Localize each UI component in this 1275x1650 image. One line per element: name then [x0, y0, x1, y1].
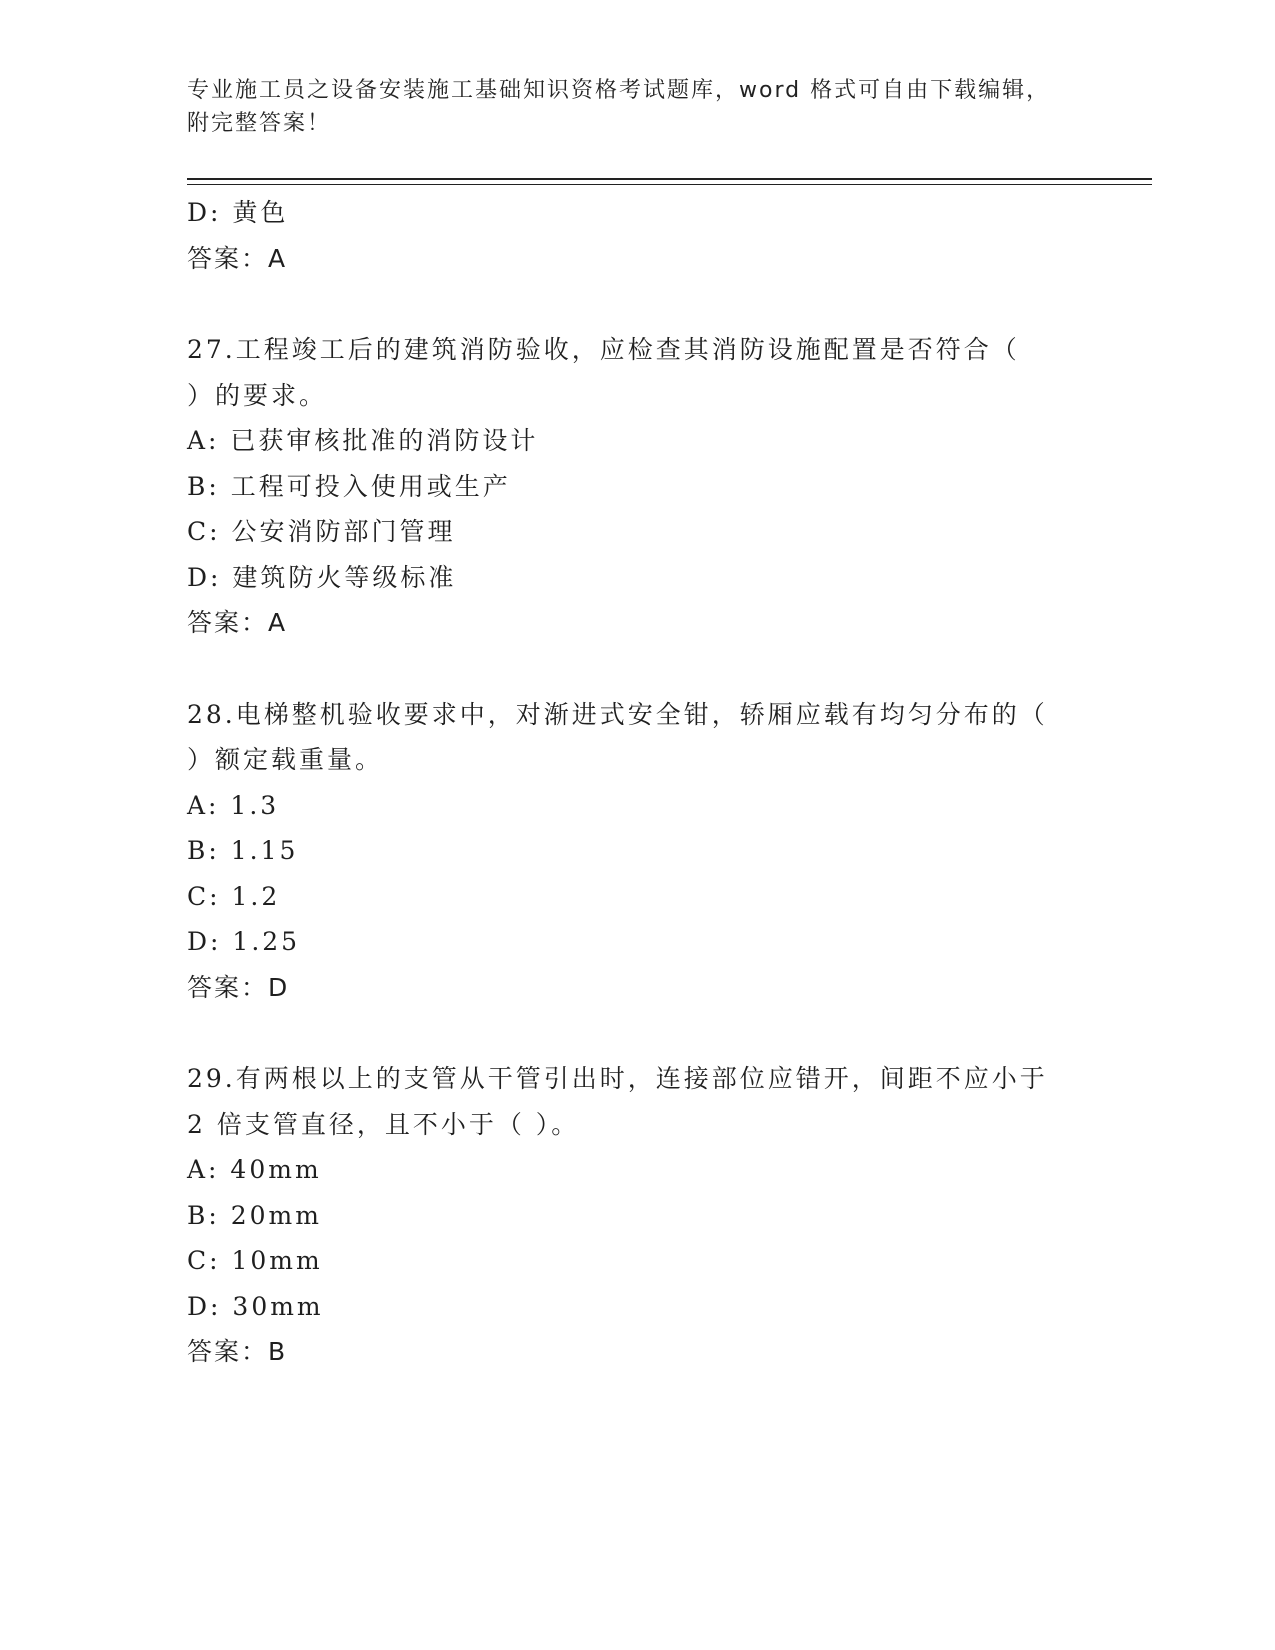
option-a: A: 1.3 [187, 790, 280, 820]
option-a: A: 40mm [187, 1155, 322, 1184]
header-divider-thick [187, 178, 1152, 180]
header-title-line-1: 专业施工员之设备安装施工基础知识资格考试题库，word 格式可自由下载编辑， [187, 78, 1051, 103]
spacer [187, 1010, 1107, 1056]
answer-line: 答案：A [187, 608, 288, 637]
spacer [187, 646, 1107, 692]
option-a: A: 已获审核批准的消防设计 [187, 426, 539, 455]
question-stem-line-1: 27.工程竣工后的建筑消防验收，应检查其消防设施配置是否符合（ [187, 335, 1020, 364]
option-d: D: 黄色 [187, 198, 289, 227]
header-title-line-2: 附完整答案！ [187, 111, 332, 136]
option-b: B: 20mm [187, 1200, 322, 1230]
question-stem-line-1: 29.有两根以上的支管从干管引出时，连接部位应错开，间距不应小于 [187, 1064, 1048, 1093]
question-content [187, 190, 1107, 1375]
header-divider-thin [187, 184, 1152, 185]
question-stem-line-1: 28.电梯整机验收要求中，对渐进式安全钳，轿厢应载有均匀分布的（ [187, 699, 1048, 729]
question-29 [187, 1056, 1107, 1375]
question-stem-line-2: 2 倍支管直径，且不小于（ ）。 [187, 1109, 580, 1139]
question-28 [187, 692, 1107, 1011]
spacer [187, 281, 1107, 327]
answer-line: 答案：D [187, 972, 290, 1002]
answer-line: 答案：B [187, 1337, 288, 1366]
option-d: D: 30mm [187, 1291, 324, 1321]
option-b: B: 1.15 [187, 836, 299, 865]
option-c: C: 10mm [187, 1246, 323, 1275]
document-header [187, 74, 1087, 140]
option-c: C: 1.2 [187, 881, 281, 911]
answer-line: 答案：A [187, 243, 288, 273]
option-c: C: 公安消防部门管理 [187, 517, 456, 546]
option-d: D: 1.25 [187, 927, 301, 956]
question-27 [187, 327, 1107, 646]
option-b: B: 工程可投入使用或生产 [187, 471, 511, 501]
previous-question-tail [187, 190, 1107, 281]
option-d: D: 建筑防火等级标准 [187, 562, 457, 592]
question-stem-line-2: ）额定载重量。 [187, 745, 384, 774]
question-stem-line-2: ）的要求。 [187, 380, 328, 410]
